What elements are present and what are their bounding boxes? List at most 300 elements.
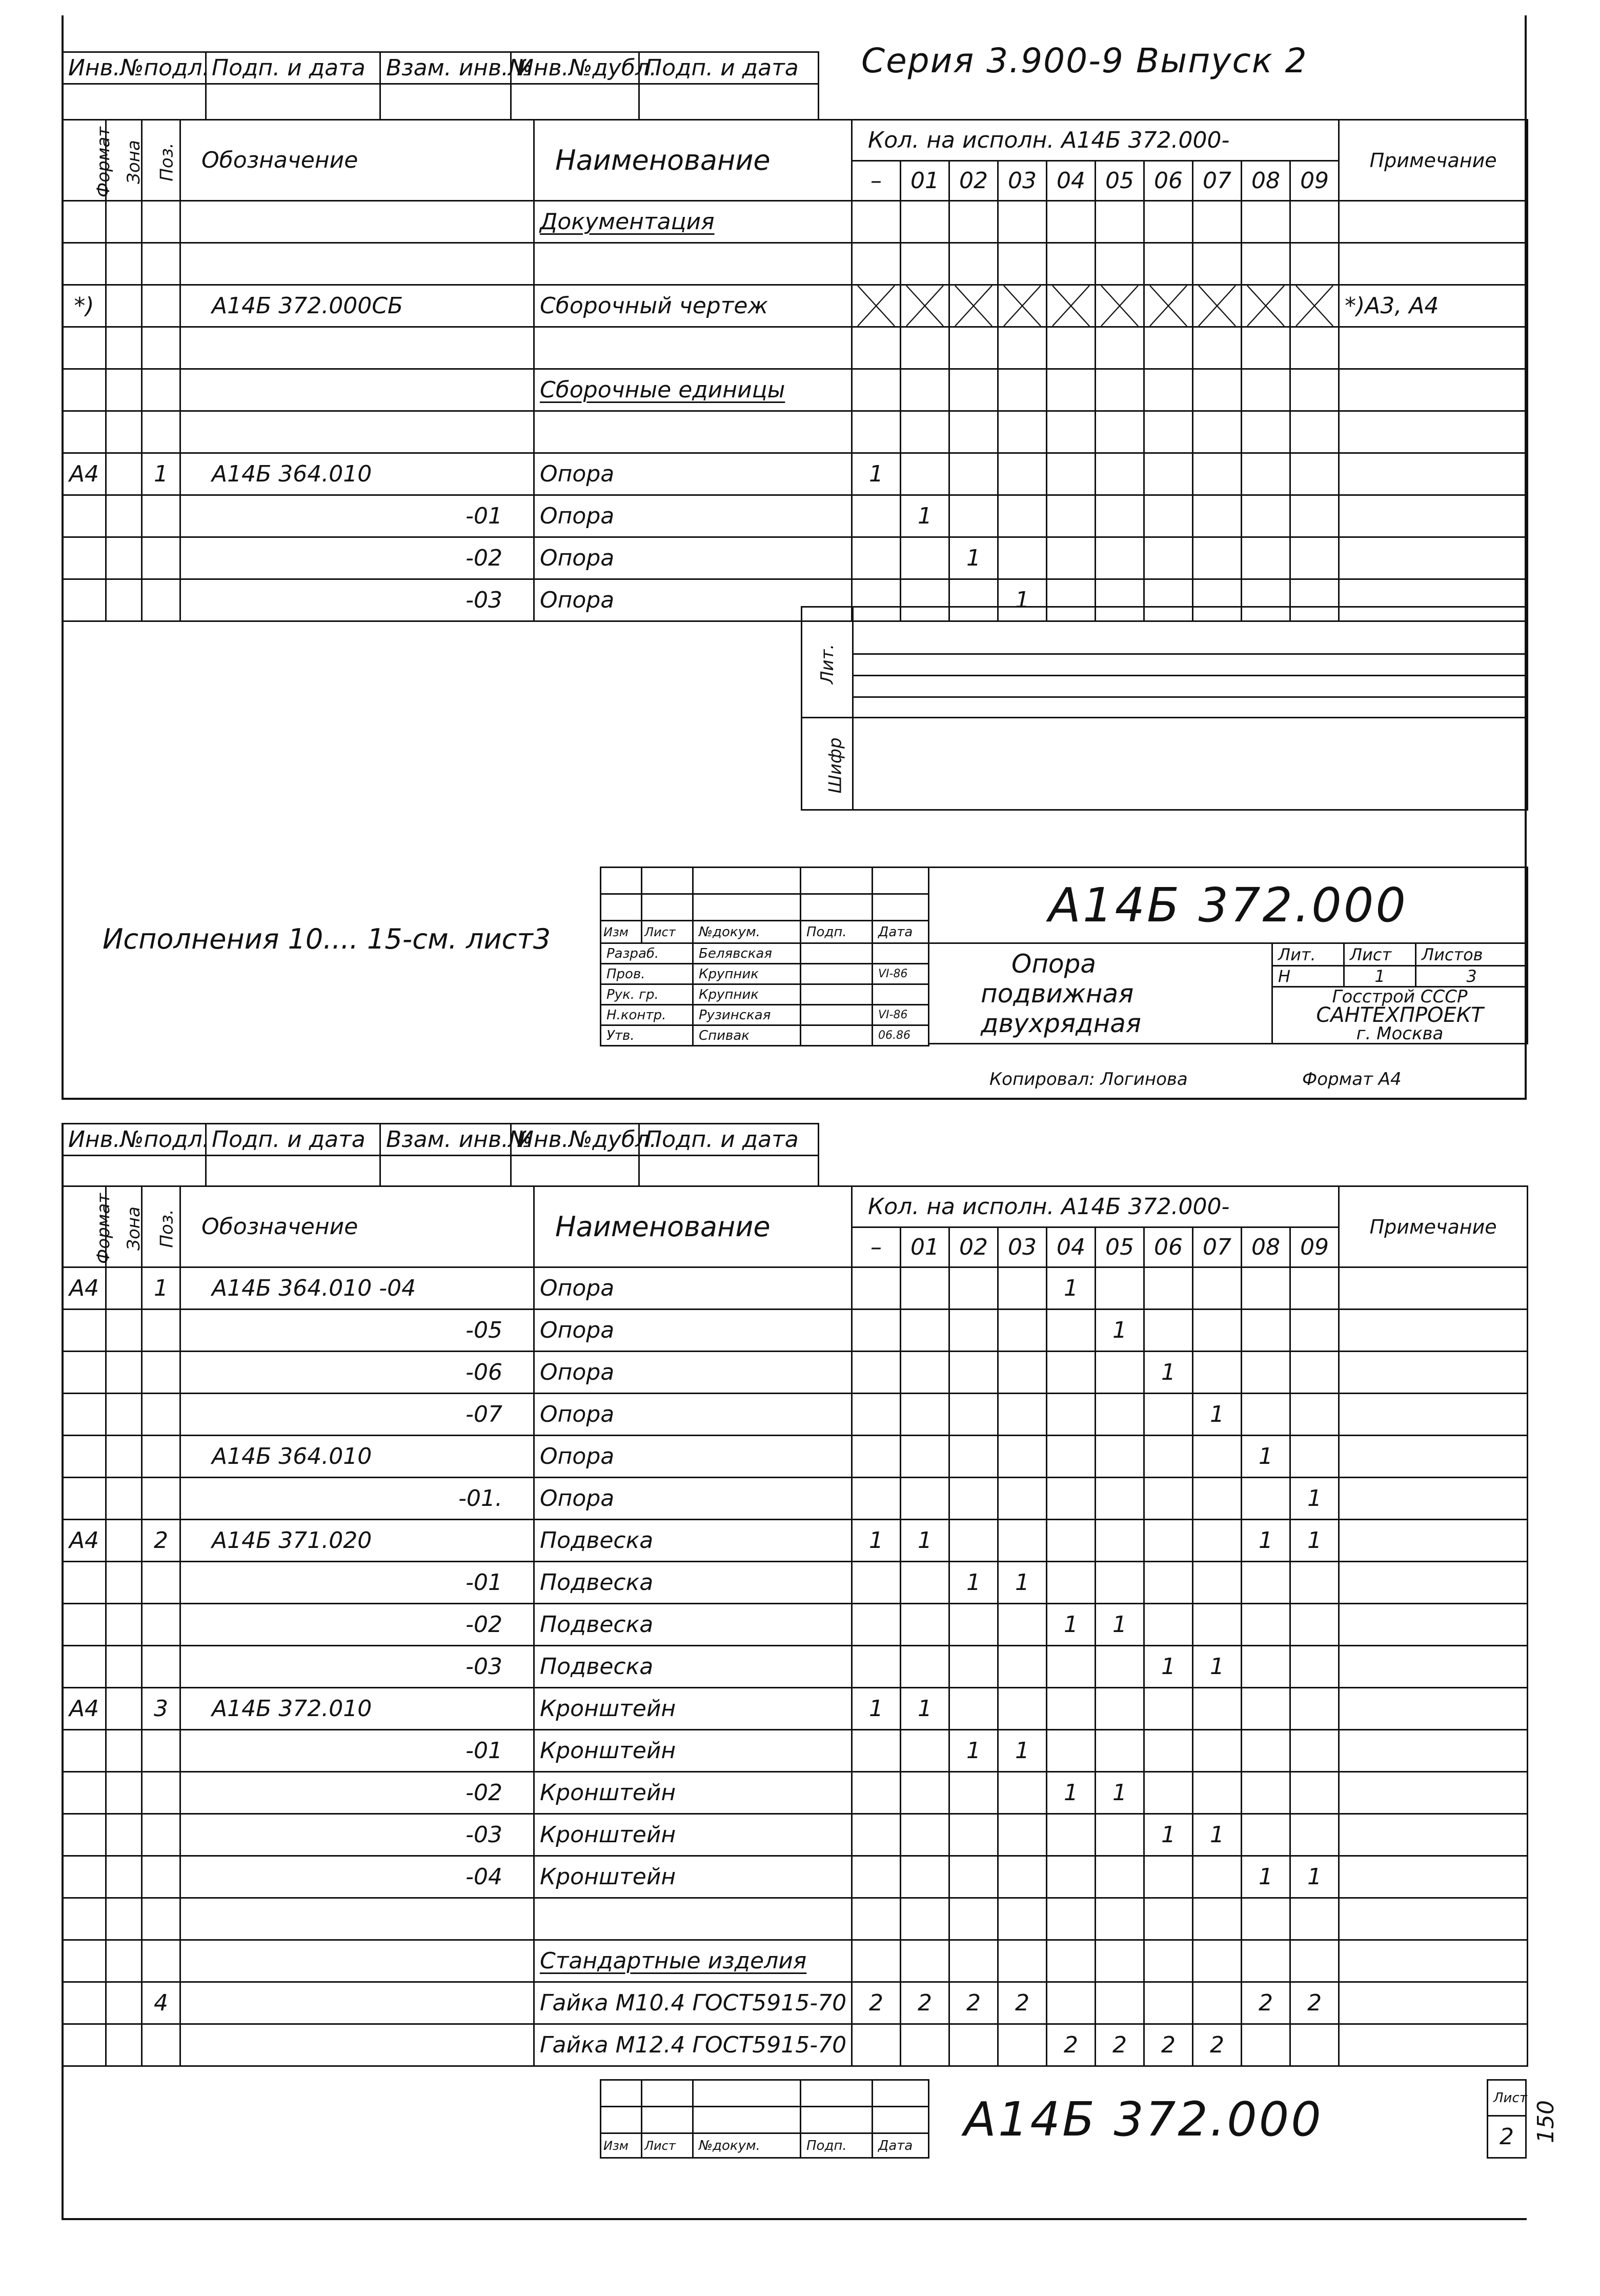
cell-name (534, 1688, 852, 1730)
cell-qty-8: 1 (1242, 1856, 1290, 1898)
cell-note (1339, 1394, 1528, 1436)
table-row (63, 1604, 1528, 1646)
item-name: Кронштейн (540, 1738, 676, 1764)
cell-qty-0 (852, 1436, 901, 1478)
dup-inv-cell: Инв.№дубл. (511, 52, 639, 84)
cell-qty-4 (1047, 1520, 1096, 1562)
cell-qty-3 (998, 201, 1047, 243)
cell-format (63, 1898, 106, 1940)
cell-name (534, 1352, 852, 1394)
cell-zone (106, 1310, 142, 1352)
cell-qty-6 (1144, 1604, 1193, 1646)
cell-qty-7 (1193, 1267, 1242, 1310)
cell-qty-0 (852, 1352, 901, 1394)
cell-qty-9: 1 (1290, 1520, 1339, 1562)
stamp-signature (801, 1025, 873, 1046)
cell-qty-4 (1047, 1688, 1096, 1730)
cell-qty-6 (1144, 369, 1193, 411)
cell-qty-0 (852, 411, 901, 453)
cell-designation (180, 1982, 534, 2024)
cell-name (534, 1730, 852, 1772)
item-name: Подвеска (540, 1654, 654, 1680)
cell-qty-2 (949, 201, 998, 243)
cell-qty-4 (1047, 327, 1096, 369)
cell-qty-crossed (1144, 285, 1193, 327)
cell-qty-3: 2 (998, 1982, 1047, 2024)
cell-format (63, 1982, 106, 2024)
item-name: Опора (540, 1317, 615, 1343)
cell-qty-1: 2 (901, 1982, 949, 2024)
cell-qty-2 (949, 1267, 998, 1310)
cell-qty-crossed (949, 285, 998, 327)
cell-qty-1 (901, 1856, 949, 1898)
cell-zone (106, 285, 142, 327)
cell-qty-1 (901, 1814, 949, 1856)
cell-qty-8 (1242, 2024, 1290, 2066)
cell-qty-0: 2 (852, 1982, 901, 2024)
item-name: Опора (540, 461, 615, 487)
cell-qty-4 (1047, 1730, 1096, 1772)
cell-qty-6 (1144, 1394, 1193, 1436)
item-name: Опора (540, 1275, 615, 1301)
cell-qty-9 (1290, 1772, 1339, 1814)
cell-qty-3 (998, 1772, 1047, 1814)
cell-qty-9 (1290, 1562, 1339, 1604)
cell-note (1339, 411, 1528, 453)
cell-qty-9 (1290, 411, 1339, 453)
cell-qty-3 (998, 495, 1047, 537)
cell-qty-7 (1193, 1898, 1242, 1940)
cell-pos (142, 537, 180, 579)
cell-qty-4 (1047, 1856, 1096, 1898)
cell-qty-1 (901, 327, 949, 369)
cell-qty-2 (949, 243, 998, 285)
cell-qty-4: 1 (1047, 1267, 1096, 1310)
cell-format (63, 495, 106, 537)
cell-qty-8 (1242, 1478, 1290, 1520)
cell-qty-9 (1290, 537, 1339, 579)
cell-pos (142, 1604, 180, 1646)
variant-head-3: 03 (998, 161, 1047, 201)
table-row (63, 1982, 1528, 2024)
col-pos-2: Поз. (142, 1186, 180, 1267)
variant-head-8: 08 (1242, 1227, 1290, 1267)
cell-qty-1 (901, 1604, 949, 1646)
cell-designation: -07 (180, 1394, 534, 1436)
cell-qty-6 (1144, 1478, 1193, 1520)
cell-qty-0 (852, 243, 901, 285)
cell-qty-7 (1193, 1856, 1242, 1898)
cell-qty-5 (1096, 1982, 1144, 2024)
cell-qty-1 (901, 1352, 949, 1394)
stamp-date (873, 984, 929, 1005)
cell-qty-3 (998, 1310, 1047, 1352)
cell-qty-6 (1144, 1520, 1193, 1562)
cell-qty-7 (1193, 453, 1242, 495)
cell-qty-1 (901, 1730, 949, 1772)
cell-qty-0 (852, 1814, 901, 1856)
col-name: Наименование (534, 120, 852, 201)
cell-qty-9 (1290, 1646, 1339, 1688)
cell-qty-6: 2 (1144, 2024, 1193, 2066)
cell-designation (180, 2024, 534, 2066)
sign-date-cell-4: Подп. и дата (639, 1124, 819, 1156)
cell-qty-6 (1144, 453, 1193, 495)
cell-designation: А14Б 364.010 -04 (180, 1267, 534, 1310)
stamp-row (601, 984, 929, 1005)
cell-qty-1 (901, 1478, 949, 1520)
stamp-name: Крупник (693, 964, 801, 984)
cell-qty-3 (998, 243, 1047, 285)
cell-qty-4 (1047, 495, 1096, 537)
cell-qty-8 (1242, 1688, 1290, 1730)
cell-qty-2 (949, 495, 998, 537)
cell-qty-7 (1193, 369, 1242, 411)
cell-designation: -02 (180, 537, 534, 579)
table-row (63, 537, 1528, 579)
cell-note (1339, 453, 1528, 495)
table-row (63, 495, 1528, 537)
cell-designation: -05 (180, 1310, 534, 1352)
item-name: Кронштейн (540, 1864, 676, 1890)
cell-qty-4 (1047, 1898, 1096, 1940)
cell-qty-9 (1290, 243, 1339, 285)
cell-zone (106, 369, 142, 411)
cell-qty-8 (1242, 495, 1290, 537)
cell-qty-0 (852, 1604, 901, 1646)
spec-table-1 (62, 119, 1528, 622)
stamp-role: Пров. (601, 964, 693, 984)
cell-pos: 1 (142, 453, 180, 495)
cell-qty-0 (852, 2024, 901, 2066)
stamp-role: Рук. гр. (601, 984, 693, 1005)
cell-qty-8 (1242, 1814, 1290, 1856)
cell-qty-0 (852, 537, 901, 579)
cell-qty-1 (901, 369, 949, 411)
cell-qty-9 (1290, 1436, 1339, 1478)
stamp2-head-doc: №докум. (693, 2133, 801, 2158)
cell-qty-9 (1290, 1688, 1339, 1730)
cell-qty-2: 1 (949, 1730, 998, 1772)
spec-table-2 (62, 1185, 1528, 2067)
cell-format (63, 1730, 106, 1772)
cell-name (534, 495, 852, 537)
cell-qty-5 (1096, 1688, 1144, 1730)
cell-designation: -03 (180, 1646, 534, 1688)
cell-zone (106, 1436, 142, 1478)
table-row (63, 201, 1528, 243)
sheets-value: 3 (1416, 966, 1528, 987)
cell-qty-7 (1193, 1520, 1242, 1562)
cell-qty-7 (1193, 1352, 1242, 1394)
cell-qty-6 (1144, 1267, 1193, 1310)
cell-format (63, 1478, 106, 1520)
cell-qty-8: 2 (1242, 1982, 1290, 2024)
table-row (63, 1688, 1528, 1730)
cell-qty-8 (1242, 1394, 1290, 1436)
cell-qty-8 (1242, 327, 1290, 369)
cell-qty-8 (1242, 1646, 1290, 1688)
item-name: Документация (540, 209, 715, 235)
table-row (63, 1730, 1528, 1772)
cell-qty-8 (1242, 1267, 1290, 1310)
cell-qty-1 (901, 453, 949, 495)
stamp-head-izm: Изм (601, 921, 642, 943)
col-pos: Поз. (142, 120, 180, 201)
cell-qty-2 (949, 369, 998, 411)
cell-note (1339, 1646, 1528, 1688)
cell-note (1339, 1310, 1528, 1352)
cell-name (534, 1646, 852, 1688)
stamp-signature (801, 964, 873, 984)
cell-note (1339, 1520, 1528, 1562)
cell-qty-7 (1193, 1940, 1242, 1982)
table-row (63, 1352, 1528, 1394)
stamp-signature (801, 1005, 873, 1025)
cell-qty-3 (998, 1646, 1047, 1688)
stamp-date: VI-86 (873, 1005, 929, 1025)
cell-qty-5: 2 (1096, 2024, 1144, 2066)
cell-format (63, 411, 106, 453)
cell-qty-6 (1144, 327, 1193, 369)
cell-qty-5 (1096, 1898, 1144, 1940)
col-qty-2: Кол. на исполн. А14Б 372.000- (852, 1186, 1339, 1227)
cell-qty-4 (1047, 1352, 1096, 1394)
cell-designation: А14Б 364.010 (180, 1436, 534, 1478)
cell-qty-1 (901, 411, 949, 453)
cell-qty-4 (1047, 411, 1096, 453)
cell-qty-7: 1 (1193, 1814, 1242, 1856)
cell-qty-5 (1096, 1940, 1144, 1982)
cell-qty-7 (1193, 201, 1242, 243)
sheet-value: 1 (1344, 966, 1416, 987)
stamp2-head-sign: Подп. (801, 2133, 873, 2158)
archive-header-1 (62, 51, 819, 120)
variant-head-5: 05 (1096, 161, 1144, 201)
cell-qty-0: 1 (852, 453, 901, 495)
cell-qty-3 (998, 327, 1047, 369)
cell-qty-5 (1096, 1562, 1144, 1604)
cell-qty-9 (1290, 1604, 1339, 1646)
cell-qty-0 (852, 1478, 901, 1520)
cell-zone (106, 1267, 142, 1310)
cell-zone (106, 1982, 142, 2024)
cell-note (1339, 537, 1528, 579)
sign-date-cell-2: Подп. и дата (639, 52, 819, 84)
cell-qty-3 (998, 1436, 1047, 1478)
cell-qty-6: 1 (1144, 1646, 1193, 1688)
cell-designation: -02 (180, 1772, 534, 1814)
cell-name (534, 1394, 852, 1436)
stamp-date: VI-86 (873, 964, 929, 984)
sign-date-cell-3: Подп. и дата (206, 1124, 380, 1156)
cell-qty-1 (901, 1772, 949, 1814)
item-name: Кронштейн (540, 1780, 676, 1806)
cell-zone (106, 1898, 142, 1940)
cell-qty-crossed (852, 285, 901, 327)
cell-note (1339, 495, 1528, 537)
stamp-role: Разраб. (601, 943, 693, 964)
cell-zone (106, 495, 142, 537)
cell-pos (142, 1310, 180, 1352)
cell-note (1339, 1436, 1528, 1478)
cell-zone (106, 327, 142, 369)
cell-qty-3 (998, 1604, 1047, 1646)
variant-head-7: 07 (1193, 1227, 1242, 1267)
cell-qty-7 (1193, 1688, 1242, 1730)
cell-qty-2 (949, 1436, 998, 1478)
cell-designation: -03 (180, 1814, 534, 1856)
cell-zone (106, 201, 142, 243)
cell-name (534, 327, 852, 369)
cell-pos: 1 (142, 1267, 180, 1310)
format-label: Формат А4 (1302, 1069, 1402, 1090)
cell-qty-9 (1290, 1730, 1339, 1772)
cell-qty-3 (998, 453, 1047, 495)
cell-format (63, 1394, 106, 1436)
cell-qty-8 (1242, 453, 1290, 495)
cell-qty-2 (949, 1646, 998, 1688)
cell-qty-8 (1242, 1772, 1290, 1814)
cell-zone (106, 1352, 142, 1394)
col-note-2: Примечание (1339, 1186, 1528, 1267)
cell-qty-8 (1242, 369, 1290, 411)
table-row (63, 1562, 1528, 1604)
table-row (63, 2024, 1528, 2066)
cell-qty-1 (901, 1394, 949, 1436)
doc-title: Опора подвижная двухрядная (929, 943, 1272, 1044)
cell-name (534, 1310, 852, 1352)
lit-cipher-block (801, 606, 1528, 811)
variant-head-0: – (852, 161, 901, 201)
stamp-name: Белявская (693, 943, 801, 964)
page-number: 150 (1533, 2100, 1559, 2143)
cell-qty-8 (1242, 1310, 1290, 1352)
cell-zone (106, 537, 142, 579)
cell-qty-2: 1 (949, 537, 998, 579)
title-stamp-1 (600, 867, 929, 1046)
cell-qty-6 (1144, 1562, 1193, 1604)
cell-format (63, 1352, 106, 1394)
cell-qty-4 (1047, 1394, 1096, 1436)
cell-qty-4 (1047, 1478, 1096, 1520)
item-name: Сборочный чертеж (540, 293, 768, 319)
cell-qty-2 (949, 1394, 998, 1436)
cell-qty-2 (949, 1940, 998, 1982)
cell-qty-8 (1242, 1562, 1290, 1604)
cell-note (1339, 369, 1528, 411)
cell-format: А4 (63, 1267, 106, 1310)
copied-by: Копировал: Логинова (989, 1069, 1188, 1090)
cell-pos (142, 201, 180, 243)
cell-format (63, 369, 106, 411)
cell-qty-9 (1290, 2024, 1339, 2066)
stamp-name: Рузинская (693, 1005, 801, 1025)
cell-qty-5 (1096, 1394, 1144, 1436)
cell-format (63, 1814, 106, 1856)
cell-qty-2 (949, 1772, 998, 1814)
item-name: Кронштейн (540, 1696, 676, 1722)
cell-qty-4 (1047, 243, 1096, 285)
table-row (63, 1394, 1528, 1436)
cell-qty-8 (1242, 537, 1290, 579)
cell-qty-3: 1 (998, 579, 1047, 621)
cell-qty-9 (1290, 369, 1339, 411)
cell-qty-1 (901, 1562, 949, 1604)
cell-qty-crossed (1047, 285, 1096, 327)
cell-note (1339, 1267, 1528, 1310)
cell-format (63, 1562, 106, 1604)
cell-qty-9 (1290, 1267, 1339, 1310)
cell-designation (180, 327, 534, 369)
cell-qty-1 (901, 1267, 949, 1310)
cell-format (63, 1856, 106, 1898)
cell-qty-9 (1290, 453, 1339, 495)
cell-qty-2 (949, 1814, 998, 1856)
variant-head-6: 06 (1144, 1227, 1193, 1267)
cell-qty-4 (1047, 1436, 1096, 1478)
cell-designation: -04 (180, 1856, 534, 1898)
cell-qty-3 (998, 1352, 1047, 1394)
table-row (63, 1646, 1528, 1688)
cell-qty-5: 1 (1096, 1772, 1144, 1814)
cell-qty-5: 1 (1096, 1604, 1144, 1646)
cell-qty-6 (1144, 1898, 1193, 1940)
cell-note (1339, 1982, 1528, 2024)
cell-qty-9 (1290, 201, 1339, 243)
cell-name (534, 1982, 852, 2024)
cell-name (534, 1898, 852, 1940)
variant-head-7: 07 (1193, 161, 1242, 201)
cell-qty-5 (1096, 1267, 1144, 1310)
item-name: Опора (540, 1485, 615, 1512)
cell-designation: -02 (180, 1604, 534, 1646)
cell-pos (142, 1352, 180, 1394)
cell-pos (142, 1478, 180, 1520)
cell-qty-4 (1047, 1814, 1096, 1856)
stamp-row (601, 964, 929, 984)
cell-name (534, 1814, 852, 1856)
cell-qty-3: 1 (998, 1562, 1047, 1604)
table-row (63, 1940, 1528, 1982)
cell-zone (106, 1520, 142, 1562)
cell-qty-5 (1096, 1520, 1144, 1562)
cell-designation: -03 (180, 579, 534, 621)
cell-qty-0 (852, 495, 901, 537)
cell-note (1339, 1604, 1528, 1646)
cell-zone (106, 1856, 142, 1898)
cell-qty-7 (1193, 1730, 1242, 1772)
cell-qty-2 (949, 1688, 998, 1730)
sheet-head: Лист (1344, 943, 1416, 966)
cell-qty-8 (1242, 1898, 1290, 1940)
cell-name (534, 1940, 852, 1982)
cell-qty-1 (901, 1646, 949, 1688)
variants-note: Исполнения 10.... 15-см. лист3 (103, 923, 551, 955)
cell-qty-0: 1 (852, 1520, 901, 1562)
cell-pos (142, 411, 180, 453)
cell-qty-3 (998, 1394, 1047, 1436)
cell-note (1339, 1856, 1528, 1898)
cell-qty-crossed (1193, 285, 1242, 327)
cell-format (63, 243, 106, 285)
cell-qty-5 (1096, 537, 1144, 579)
cell-qty-4 (1047, 537, 1096, 579)
cell-note (1339, 1478, 1528, 1520)
stamp-date: 06.86 (873, 1025, 929, 1046)
cell-note (1339, 1730, 1528, 1772)
cell-designation: А14Б 372.000СБ (180, 285, 534, 327)
